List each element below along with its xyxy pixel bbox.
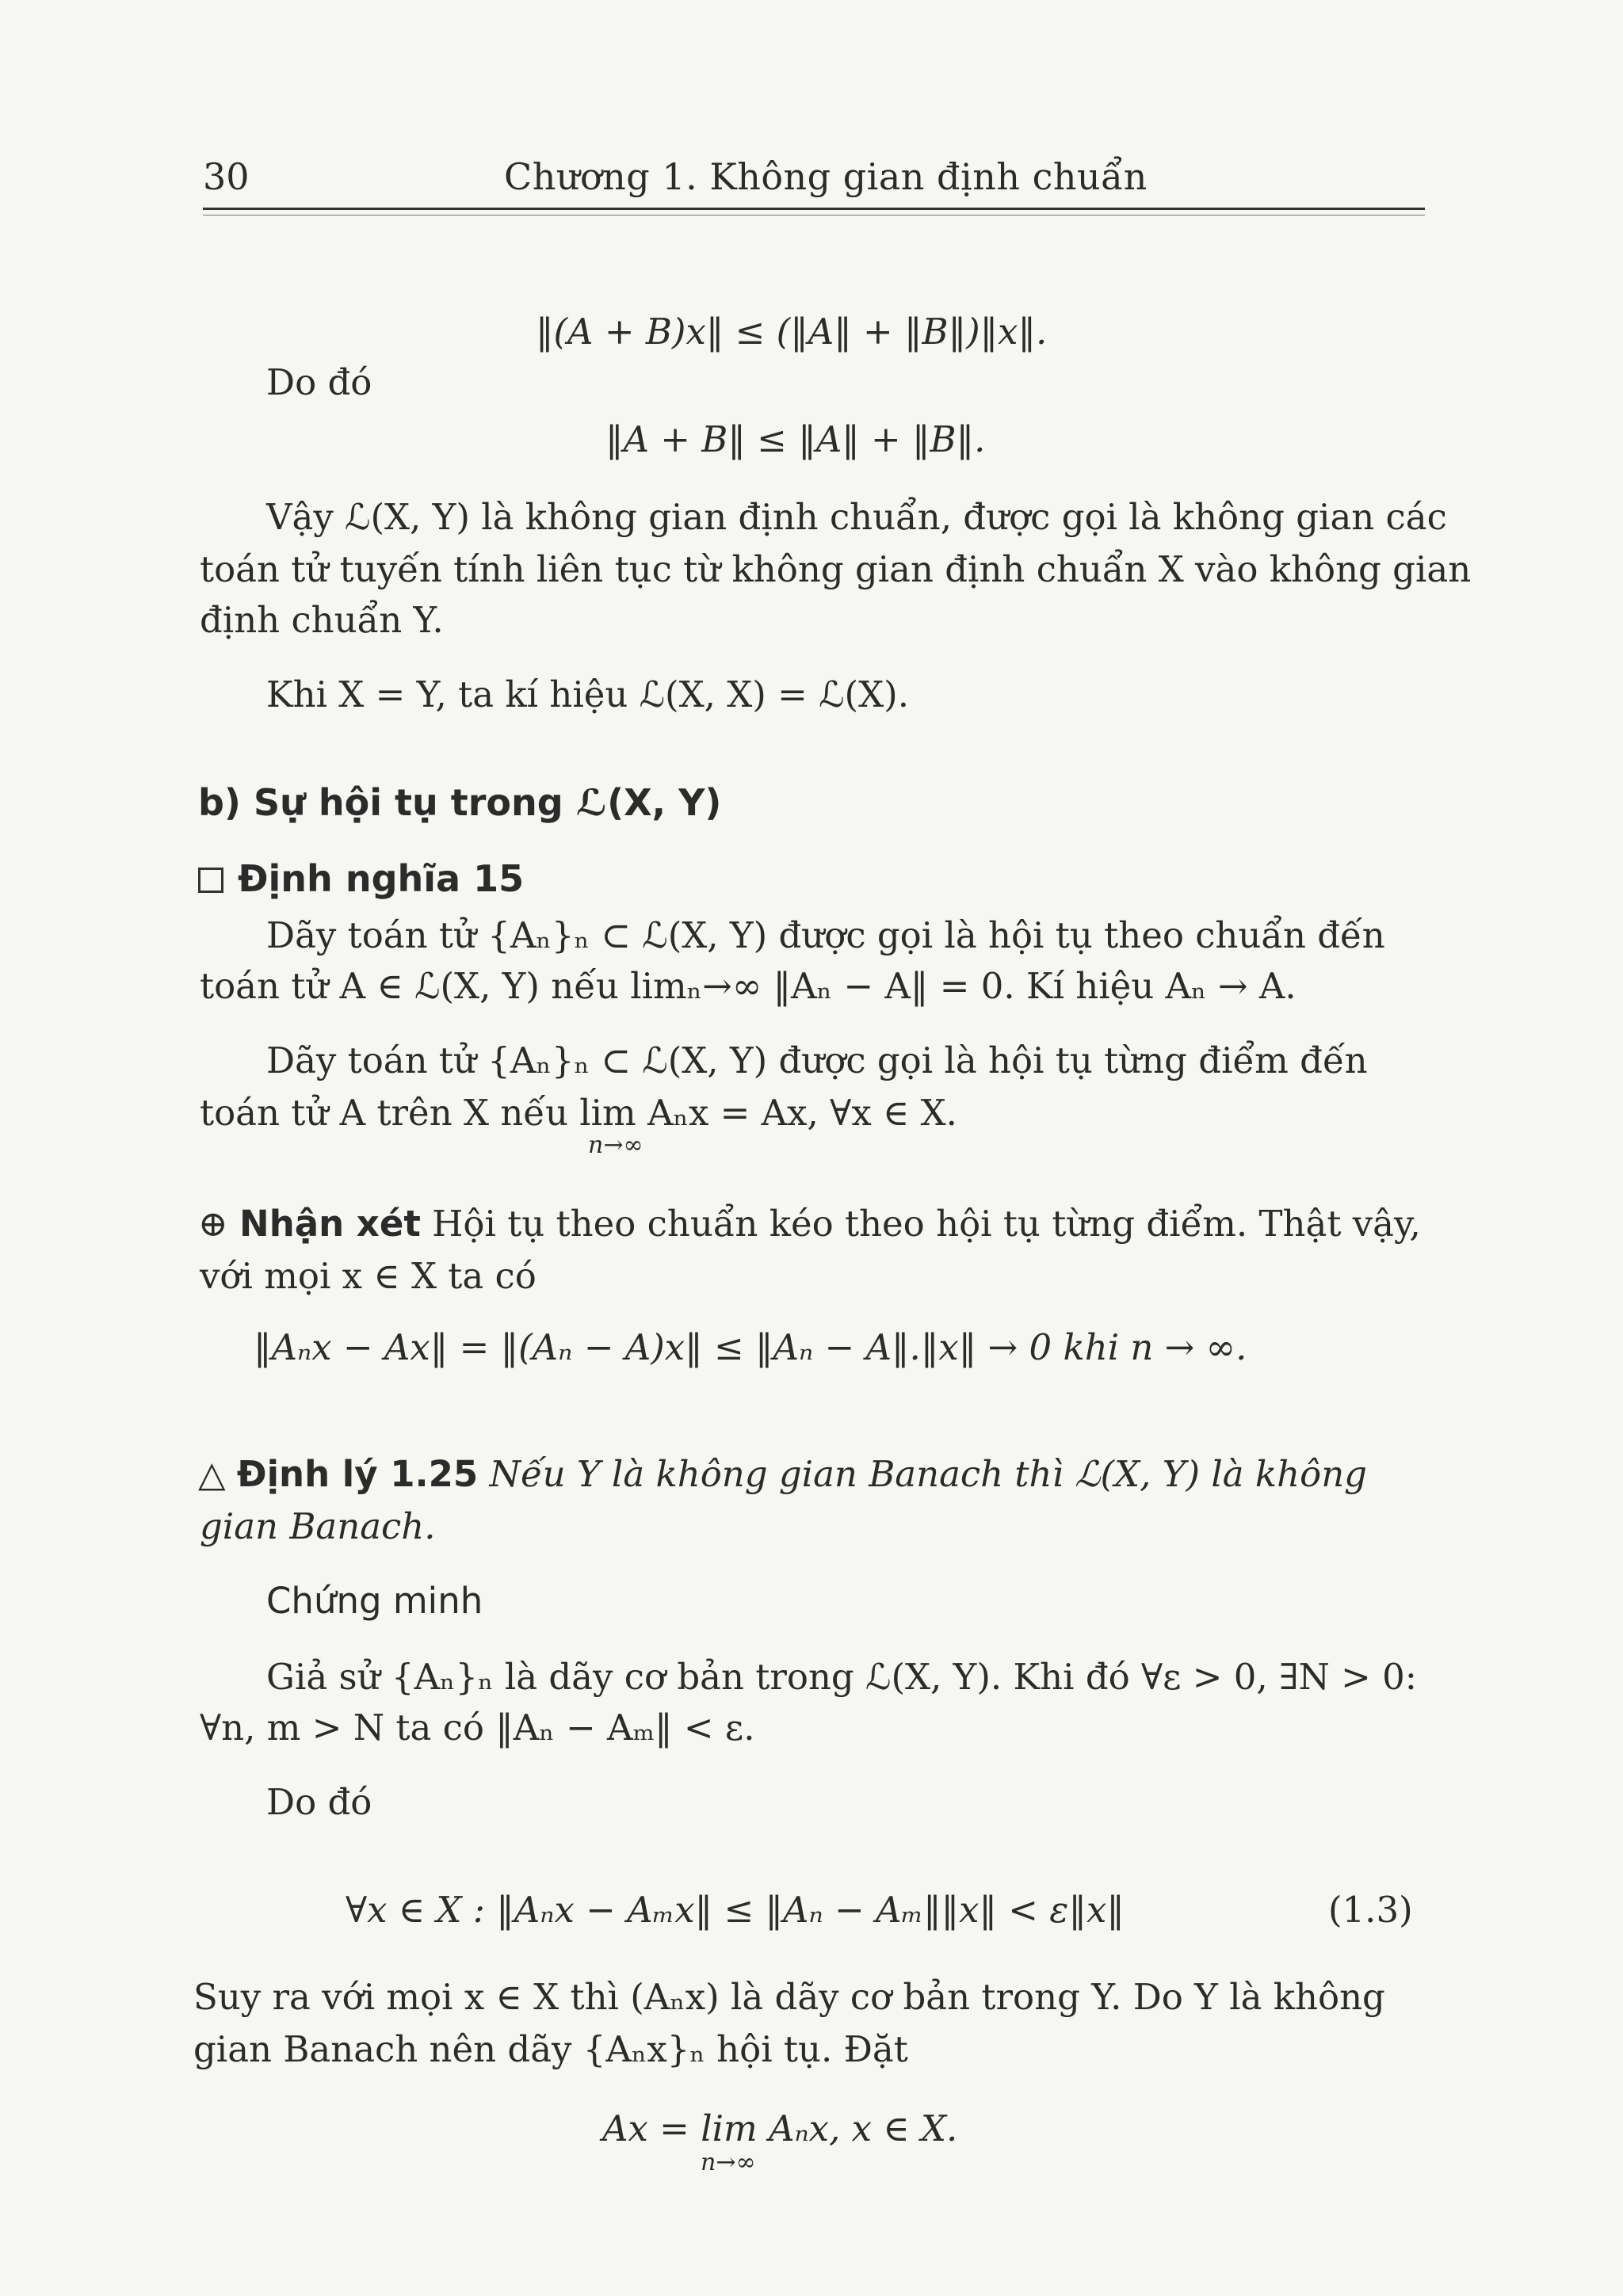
definition-heading [198,854,524,904]
theorem-line [198,1450,1367,1498]
paragraph-line: định chuẩn Y. [200,599,444,641]
equation-remark: ‖Aₙx − Ax‖ = ‖(Aₙ − A)x‖ ≤ ‖Aₙ − A‖.‖x‖ → 0 khi n → ∞. [254,1326,1247,1368]
square-outline-icon [198,868,223,893]
theorem-text-line: gian Banach. [200,1505,436,1547]
equation-sum: ‖(A + B)x‖ ≤ (‖A‖ + ‖B‖)‖x‖. [536,311,1048,353]
paragraph-line: toán tử tuyến tính liên tục từ không gian định chuẩn X vào không gian [200,548,1472,590]
paragraph-line: gian Banach nên dãy {Aₙx}ₙ hội tụ. Đặt [193,2028,908,2070]
paragraph-line: Dãy toán tử {Aₙ}ₙ ⊂ ℒ(X, Y) được gọi là hội tụ từng điểm đến [266,1039,1368,1081]
proof-title: Chứng minh [266,1580,483,1622]
paragraph-line: với mọi x ∈ X ta có [200,1255,537,1297]
header-rule [203,208,1425,210]
equation-number: (1.3) [1328,1889,1413,1931]
definition-title: Định nghĩa 15 [238,857,525,900]
text-do-do: Do đó [266,361,372,403]
paragraph-line: Dãy toán tử {Aₙ}ₙ ⊂ ℒ(X, Y) được gọi là hội tụ theo chuẩn đến [266,914,1385,956]
remark-text: Hội tụ theo chuẩn kéo theo hội tụ từng điểm. Thật vậy, [432,1203,1421,1245]
limit-subscript: n→∞ [588,1131,643,1159]
paragraph-line: toán tử A trên X nếu lim Aₙx = Ax, ∀x ∈ X. [200,1092,957,1134]
page-number: 30 [203,155,250,198]
paragraph-line: Khi X = Y, ta kí hiệu ℒ(X, X) = ℒ(X). [266,673,910,715]
running-header [203,152,1425,208]
equation-limit: Ax = lim Aₙx, x ∈ X. [602,2107,958,2149]
section-heading: b) Sự hội tụ trong ℒ(X, Y) [198,781,722,824]
circled-plus-icon: ⊕ [198,1203,228,1245]
triangle-icon: △ [198,1453,226,1495]
limit-subscript: n→∞ [701,2149,756,2176]
remark-title: Nhận xét [239,1203,421,1245]
paragraph-line: ∀n, m > N ta có ‖Aₙ − Aₘ‖ < ε. [200,1707,755,1749]
paragraph-line: toán tử A ∈ ℒ(X, Y) nếu limₙ→∞ ‖Aₙ − A‖ = 0. Kí hiệu Aₙ → A. [200,965,1296,1007]
paragraph-line: Vậy ℒ(X, Y) là không gian định chuẩn, được gọi là không gian các [266,496,1447,538]
equation-1-3: ∀x ∈ X : ‖Aₙx − Aₘx‖ ≤ ‖Aₙ − Aₘ‖‖x‖ < ε‖x‖ [346,1889,1125,1931]
theorem-title: Định lý 1.25 [236,1453,479,1495]
text-do-do: Do đó [266,1781,372,1823]
equation-norm: ‖A + B‖ ≤ ‖A‖ + ‖B‖. [605,418,986,460]
chapter-title: Chương 1. Không gian định chuẩn [504,155,1148,198]
remark-line [198,1199,1421,1248]
theorem-text: Nếu Y là không gian Banach thì ℒ(X, Y) là không [489,1453,1367,1495]
paragraph-line: Giả sử {Aₙ}ₙ là dãy cơ bản trong ℒ(X, Y). Khi đó ∀ε > 0, ∃N > 0: [266,1656,1417,1698]
paragraph-line: Suy ra với mọi x ∈ X thì (Aₙx) là dãy cơ bản trong Y. Do Y là không [193,1976,1385,2018]
